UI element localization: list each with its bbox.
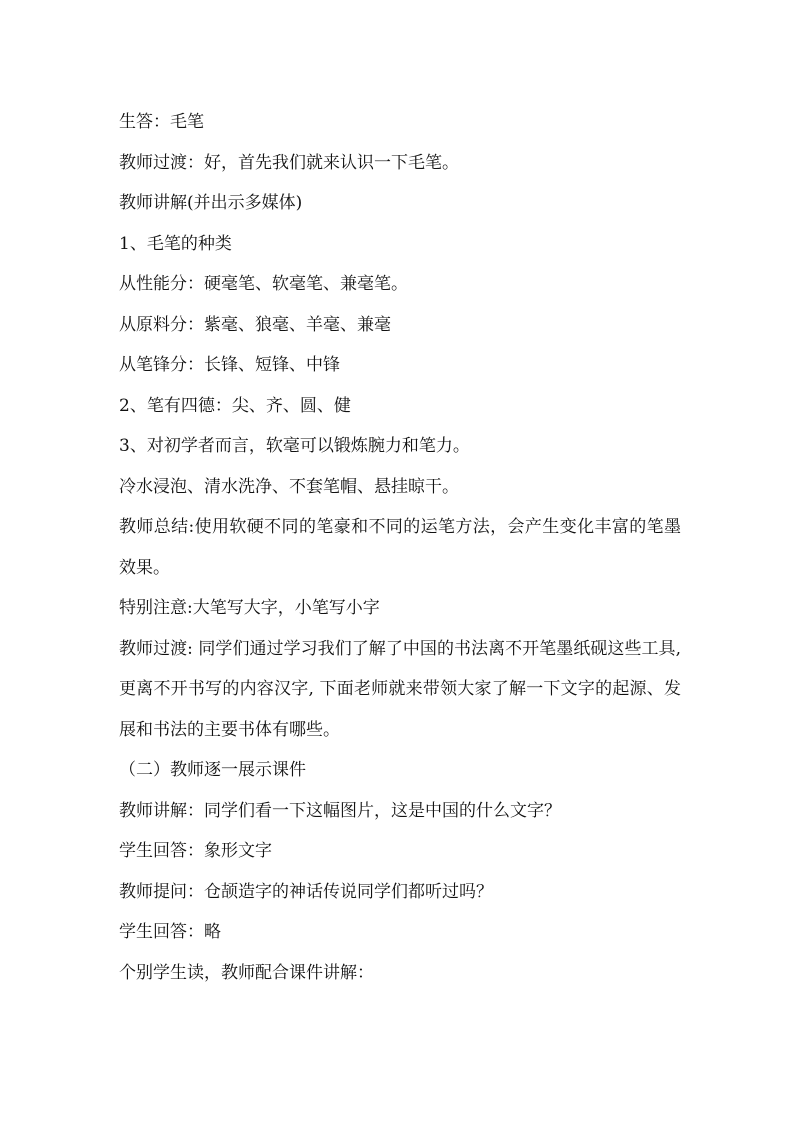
paragraph-four-virtues: 2、笔有四德：尖、齐、圆、健 [119, 395, 351, 416]
paragraph-special-note: 特别注意:大笔写大字，小笔写小字 [119, 598, 380, 618]
paragraph-student-answer-brush: 生答：毛笔 [119, 112, 204, 132]
paragraph-teacher-explains-picture: 教师讲解：同学们看一下这幅图片，这是中国的什么文字？ [119, 800, 561, 821]
document-body [119, 102, 681, 993]
paragraph-teacher-explanation: 教师讲解(并出示多媒体) [119, 193, 303, 213]
paragraph-beginners: 3、对初学者而言，软毫可以锻炼腕力和笔力。 [119, 436, 470, 456]
paragraph-student-answer-omitted: 学生回答：略 [119, 922, 221, 942]
paragraph-teacher-question: 教师提问：仓颉造字的神话传说同学们都听过吗？ [119, 881, 493, 902]
paragraph-individual-reading: 个别学生读，教师配合课件讲解： [119, 962, 374, 983]
paragraph-student-answer-pictograph: 学生回答：象形文字 [119, 841, 272, 861]
paragraph-teacher-transition-1: 教师过渡：好，首先我们就来认识一下毛笔。 [119, 152, 459, 173]
paragraph-section-two-heading: （二）教师逐一展示课件 [119, 760, 306, 780]
paragraph-by-tip: 从笔锋分：长锋、短锋、中锋 [119, 355, 340, 375]
paragraph-brush-care: 冷水浸泡、清水洗净、不套笔帽、悬挂晾干。 [119, 476, 459, 497]
paragraph-by-material: 从原料分：紫毫、狼毫、羊毫、兼毫 [119, 314, 391, 335]
paragraph-teacher-transition-2: 教师过渡: 同学们通过学习我们了解了中国的书法离不开笔墨纸砚这些工具, 更离不开书写的内容汉字, 下面老师就来带领大家了解一下文字的起源、发展和书法的主要书体有哪些。 [119, 638, 681, 740]
paragraph-by-performance: 从性能分：硬毫笔、软毫笔、兼毫笔。 [119, 274, 408, 294]
paragraph-teacher-summary: 教师总结:使用软硬不同的笔豪和不同的运笔方法，会产生变化丰富的笔墨效果。 [119, 517, 681, 578]
paragraph-brush-types-heading: 1、毛笔的种类 [119, 233, 232, 254]
